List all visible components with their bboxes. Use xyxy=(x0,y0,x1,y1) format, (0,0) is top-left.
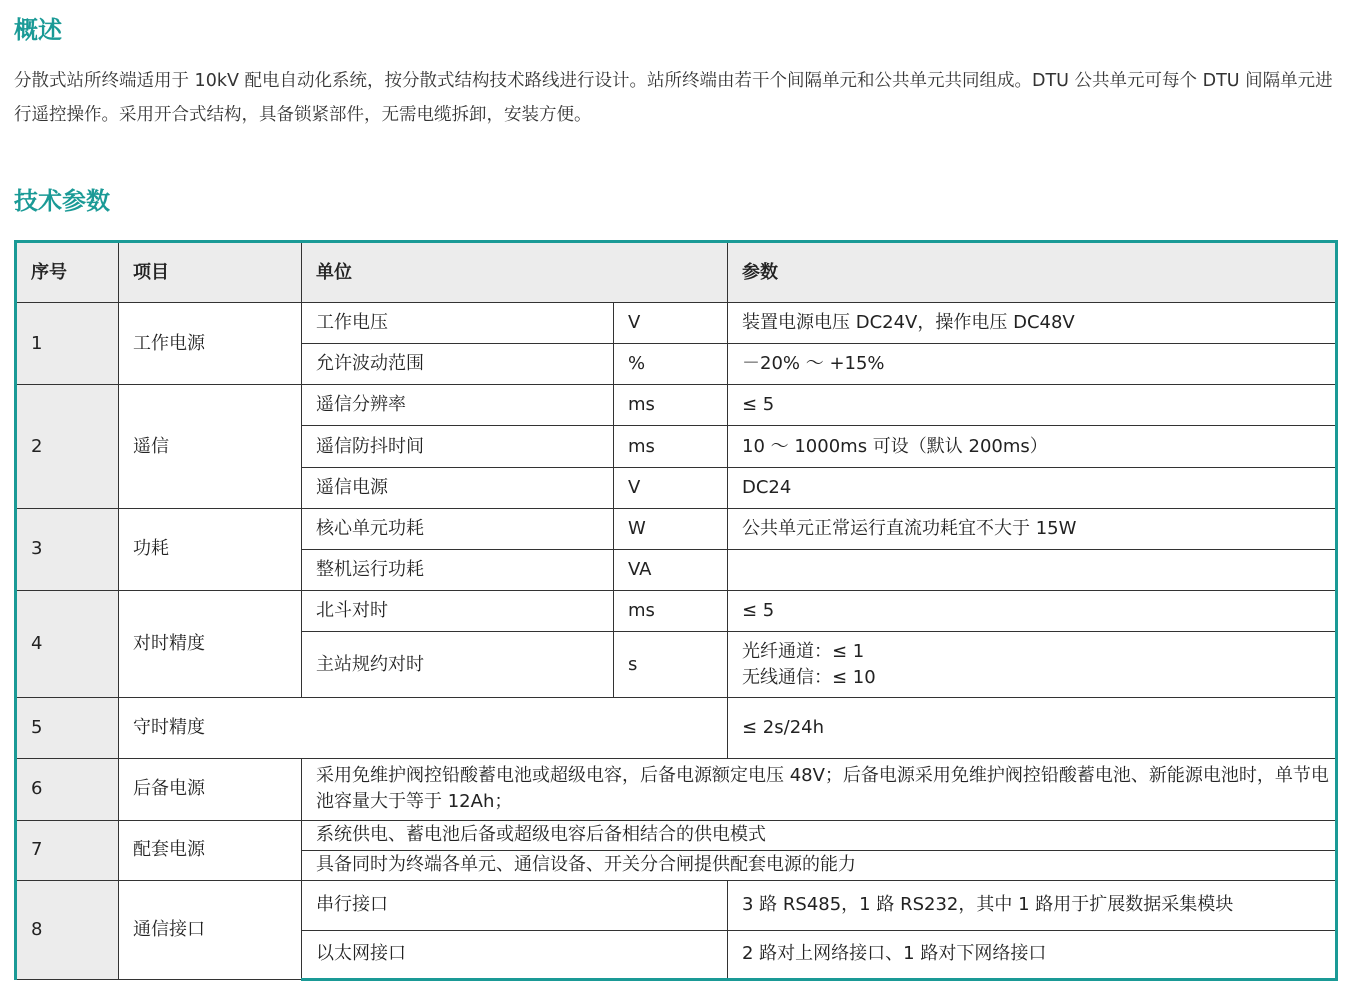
row-no: 7 xyxy=(16,820,119,880)
row-value: 具备同时为终端各单元、通信设备、开关分合闸提供配套电源的能力 xyxy=(302,850,1337,880)
row-no: 2 xyxy=(16,385,119,508)
row-item: 后备电源 xyxy=(119,759,302,820)
table-header-row xyxy=(16,242,1337,303)
header-unit: 单位 xyxy=(302,242,728,303)
table-row xyxy=(16,590,1337,631)
row-item: 配套电源 xyxy=(119,820,302,880)
sub-item-unit: ms xyxy=(614,426,728,467)
sub-item-name: 整机运行功耗 xyxy=(302,549,614,590)
row-value: ≤ 2s/24h xyxy=(728,698,1337,759)
table-row xyxy=(16,303,1337,344)
sub-item-name: 遥信电源 xyxy=(302,467,614,508)
sub-item-value: 装置电源电压 DC24V，操作电压 DC48V xyxy=(728,303,1337,344)
row-item: 遥信 xyxy=(119,385,302,508)
row-item: 工作电源 xyxy=(119,303,302,385)
row-no: 4 xyxy=(16,590,119,697)
sub-item-name: 主站规约对时 xyxy=(302,632,614,698)
sub-item-value: －20% ～ +15% xyxy=(728,344,1337,385)
header-param: 参数 xyxy=(728,242,1337,303)
sub-item-value xyxy=(728,549,1337,590)
sub-item-name: 遥信分辨率 xyxy=(302,385,614,426)
sub-item-name: 串行接口 xyxy=(302,880,728,930)
row-item: 通信接口 xyxy=(119,880,302,979)
sub-item-unit: ms xyxy=(614,385,728,426)
row-no: 3 xyxy=(16,508,119,590)
table-row xyxy=(16,759,1337,820)
sub-item-name: 遥信防抖时间 xyxy=(302,426,614,467)
table-row xyxy=(16,698,1337,759)
sub-item-name: 工作电压 xyxy=(302,303,614,344)
overview-title: 概述 xyxy=(14,16,62,44)
sub-item-value: 10 ～ 1000ms 可设（默认 200ms） xyxy=(728,426,1337,467)
sub-item-name: 以太网接口 xyxy=(302,930,728,979)
sub-item-value: ≤ 5 xyxy=(728,590,1337,631)
row-no: 1 xyxy=(16,303,119,385)
header-no: 序号 xyxy=(16,242,119,303)
sub-item-value: 公共单元正常运行直流功耗宜不大于 15W xyxy=(728,508,1337,549)
row-value: 系统供电、蓄电池后备或超级电容后备相结合的供电模式 xyxy=(302,820,1337,850)
sub-item-value: ≤ 5 xyxy=(728,385,1337,426)
row-value: 采用免维护阀控铅酸蓄电池或超级电容，后备电源额定电压 48V；后备电源采用免维护阀控铅酸蓄电池、新能源电池时，单节电池容量大于等于 12Ah； xyxy=(302,759,1337,820)
table-row xyxy=(16,508,1337,549)
sub-item-value: 3 路 RS485，1 路 RS232，其中 1 路用于扩展数据采集模块 xyxy=(728,880,1337,930)
table-row xyxy=(16,385,1337,426)
sub-item-value: DC24 xyxy=(728,467,1337,508)
table-row xyxy=(16,880,1337,930)
row-no: 8 xyxy=(16,880,119,979)
value-line: 无线通信：≤ 10 xyxy=(742,666,876,688)
row-item: 守时精度 xyxy=(119,698,728,759)
sub-item-name: 核心单元功耗 xyxy=(302,508,614,549)
row-no: 6 xyxy=(16,759,119,820)
sub-item-unit: W xyxy=(614,508,728,549)
header-item: 项目 xyxy=(119,242,302,303)
sub-item-unit: s xyxy=(614,632,728,698)
sub-item-unit: V xyxy=(614,303,728,344)
value-line: 光纤通道：≤ 1 xyxy=(742,640,865,662)
row-item: 对时精度 xyxy=(119,590,302,697)
sub-item-unit: V xyxy=(614,467,728,508)
params-title: 技术参数 xyxy=(14,187,110,215)
sub-item-name: 北斗对时 xyxy=(302,590,614,631)
sub-item-value: 2 路对上网络接口、1 路对下网络接口 xyxy=(728,930,1337,979)
overview-text: 分散式站所终端适用于 10kV 配电自动化系统，按分散式结构技术路线进行设计。站所终端由若干个间隔单元和公共单元共同组成。DTU 公共单元可每个 DTU 间隔单元进行遥控操作。采用开合式结构，具备锁紧部件，无需电缆拆卸，安装方便。 xyxy=(14,71,1333,125)
spec-table xyxy=(14,240,1338,981)
sub-item-unit: VA xyxy=(614,549,728,590)
sub-item-unit: % xyxy=(614,344,728,385)
sub-item-unit: ms xyxy=(614,590,728,631)
table-row xyxy=(16,820,1337,850)
sub-item-name: 允许波动范围 xyxy=(302,344,614,385)
row-item: 功耗 xyxy=(119,508,302,590)
row-no: 5 xyxy=(16,698,119,759)
sub-item-value xyxy=(728,632,1337,698)
